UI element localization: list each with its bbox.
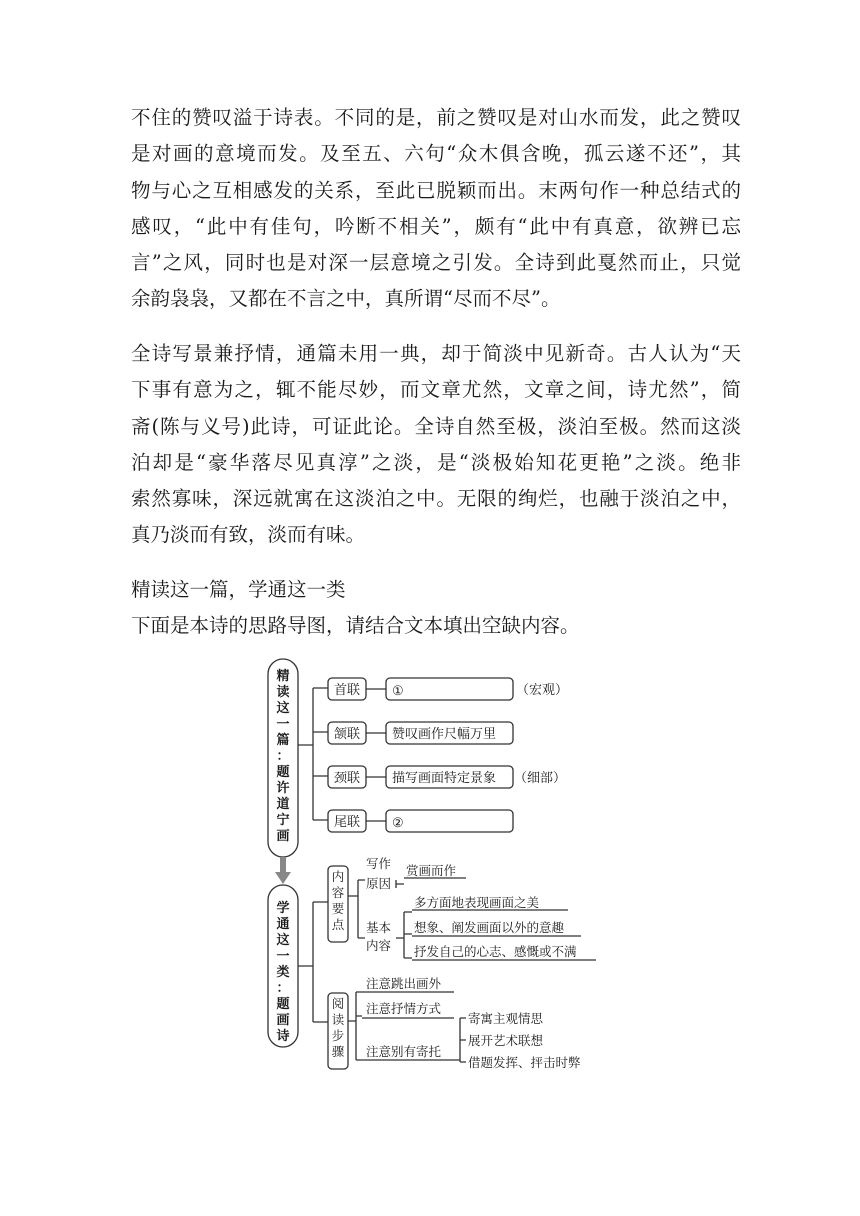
box-char: 步 [331,1028,345,1043]
title-char: 画 [276,1013,290,1028]
title-char: 学 [276,901,290,916]
box-char: 骤 [331,1044,345,1059]
title-char: 精 [276,669,290,684]
content-box [386,678,513,700]
sub-item: 展开艺术联想 [468,1033,544,1048]
title-char: 读 [276,685,290,700]
title-char: 题 [276,765,290,780]
title-char: 类 [276,965,290,980]
title-char: ： [276,981,290,996]
title-char: 题 [276,997,290,1012]
row-note: （宏观） [516,683,569,698]
box-char: 读 [331,1012,345,1027]
text-line: 余韵袅袅，又都在不言之中，真所谓“尽而不尽”。 [131,287,561,311]
row-label: 颈联 [333,771,361,786]
section-title: 精读这一篇，学通这一类 [131,578,346,601]
text-line: 下事有意为之，辄不能尽妙，而文章尤然，文章之间，诗尤然”，简 [131,378,741,402]
row-content: 描写画面特定景象 [392,771,497,786]
basic-label: 内容 [366,938,392,953]
box-char: 容 [331,885,345,900]
sub-item: 借题发挥、抨击时弊 [468,1055,581,1070]
step-item: 注意别有寄托 [366,1044,442,1059]
title-char: 宁 [276,813,290,828]
text-line: 泊却是“豪华落尽见真淳”之淡，是“淡极始知花更艳”之淡。绝非 [131,450,741,474]
text-line: 索然寡味，深远就寓在这淡泊之中。无限的绚烂，也融于淡泊之中， [131,487,741,511]
text-line: 斋(陈与义号)此诗，可证此论。全诗自然至极，淡泊至极。然而这淡 [131,414,741,438]
sub-item: 寄寓主观情思 [468,1011,544,1026]
box-char: 阅 [331,996,345,1011]
title-char: 道 [276,797,290,812]
box-char: 要 [331,901,345,916]
row-label: 尾联 [333,815,361,830]
title-char: 一 [276,717,290,732]
reason-label: 原因 [366,876,392,891]
step-item: 注意跳出画外 [366,976,442,991]
text-line: 全诗写景兼抒情，通篇未用一典，却于简淡中见新奇。古人认为“天 [131,342,741,365]
reason-label: 写作 [366,856,392,871]
text-line: 感叹，“此中有佳句，吟断不相关”，颇有“此中有真意，欲辨已忘 [131,214,741,238]
basic-label: 基本 [366,920,392,935]
row-label: 首联 [333,683,361,698]
instruction-text: 下面是本诗的思路导图，请结合文本填出空缺内容。 [131,614,580,637]
basic-item: 抒发自己的心志、感慨或不满 [414,944,577,959]
blank-2-marker: ② [392,816,404,831]
box-char: 点 [331,917,345,932]
content-box [386,810,513,832]
reason-text: 赏画而作 [406,863,457,878]
text-line: 真乃淡而有致，淡而有味。 [131,523,366,547]
basic-item: 多方面地表现画面之美 [414,895,540,910]
row-label: 颔联 [333,727,361,742]
title-char: 诗 [276,1029,290,1044]
title-char: 篇 [276,733,290,748]
title-char: 通 [276,917,290,932]
title-char: 画 [276,829,290,844]
title-char: 这 [276,933,290,948]
step-item: 注意抒情方式 [366,1001,442,1016]
title-char: 这 [276,701,290,716]
box-char: 内 [331,869,345,884]
row-content: 赞叹画作尺幅万里 [392,727,497,742]
text-line: 物与心之互相感发的关系，至此已脱颖而出。末两句作一种总结式的 [131,178,741,202]
text-line: 不住的赞叹溢于诗表。不同的是，前之赞叹是对山水而发，此之赞叹 [131,106,741,129]
basic-item: 想象、阐发画面以外的意趣 [414,920,565,935]
blank-1-marker: ① [392,684,404,699]
text-line: 是对画的意境而发。及至五、六句“众木俱含晚，孤云遂不还”，其 [131,142,741,166]
row-note: （细部） [514,771,567,786]
text-line: 言”之风，同时也是对深一层意境之引发。全诗到此戛然而止，只觉 [131,251,741,275]
title-char: 一 [276,949,290,964]
title-char: 许 [276,781,290,796]
title-char: ： [276,749,290,764]
